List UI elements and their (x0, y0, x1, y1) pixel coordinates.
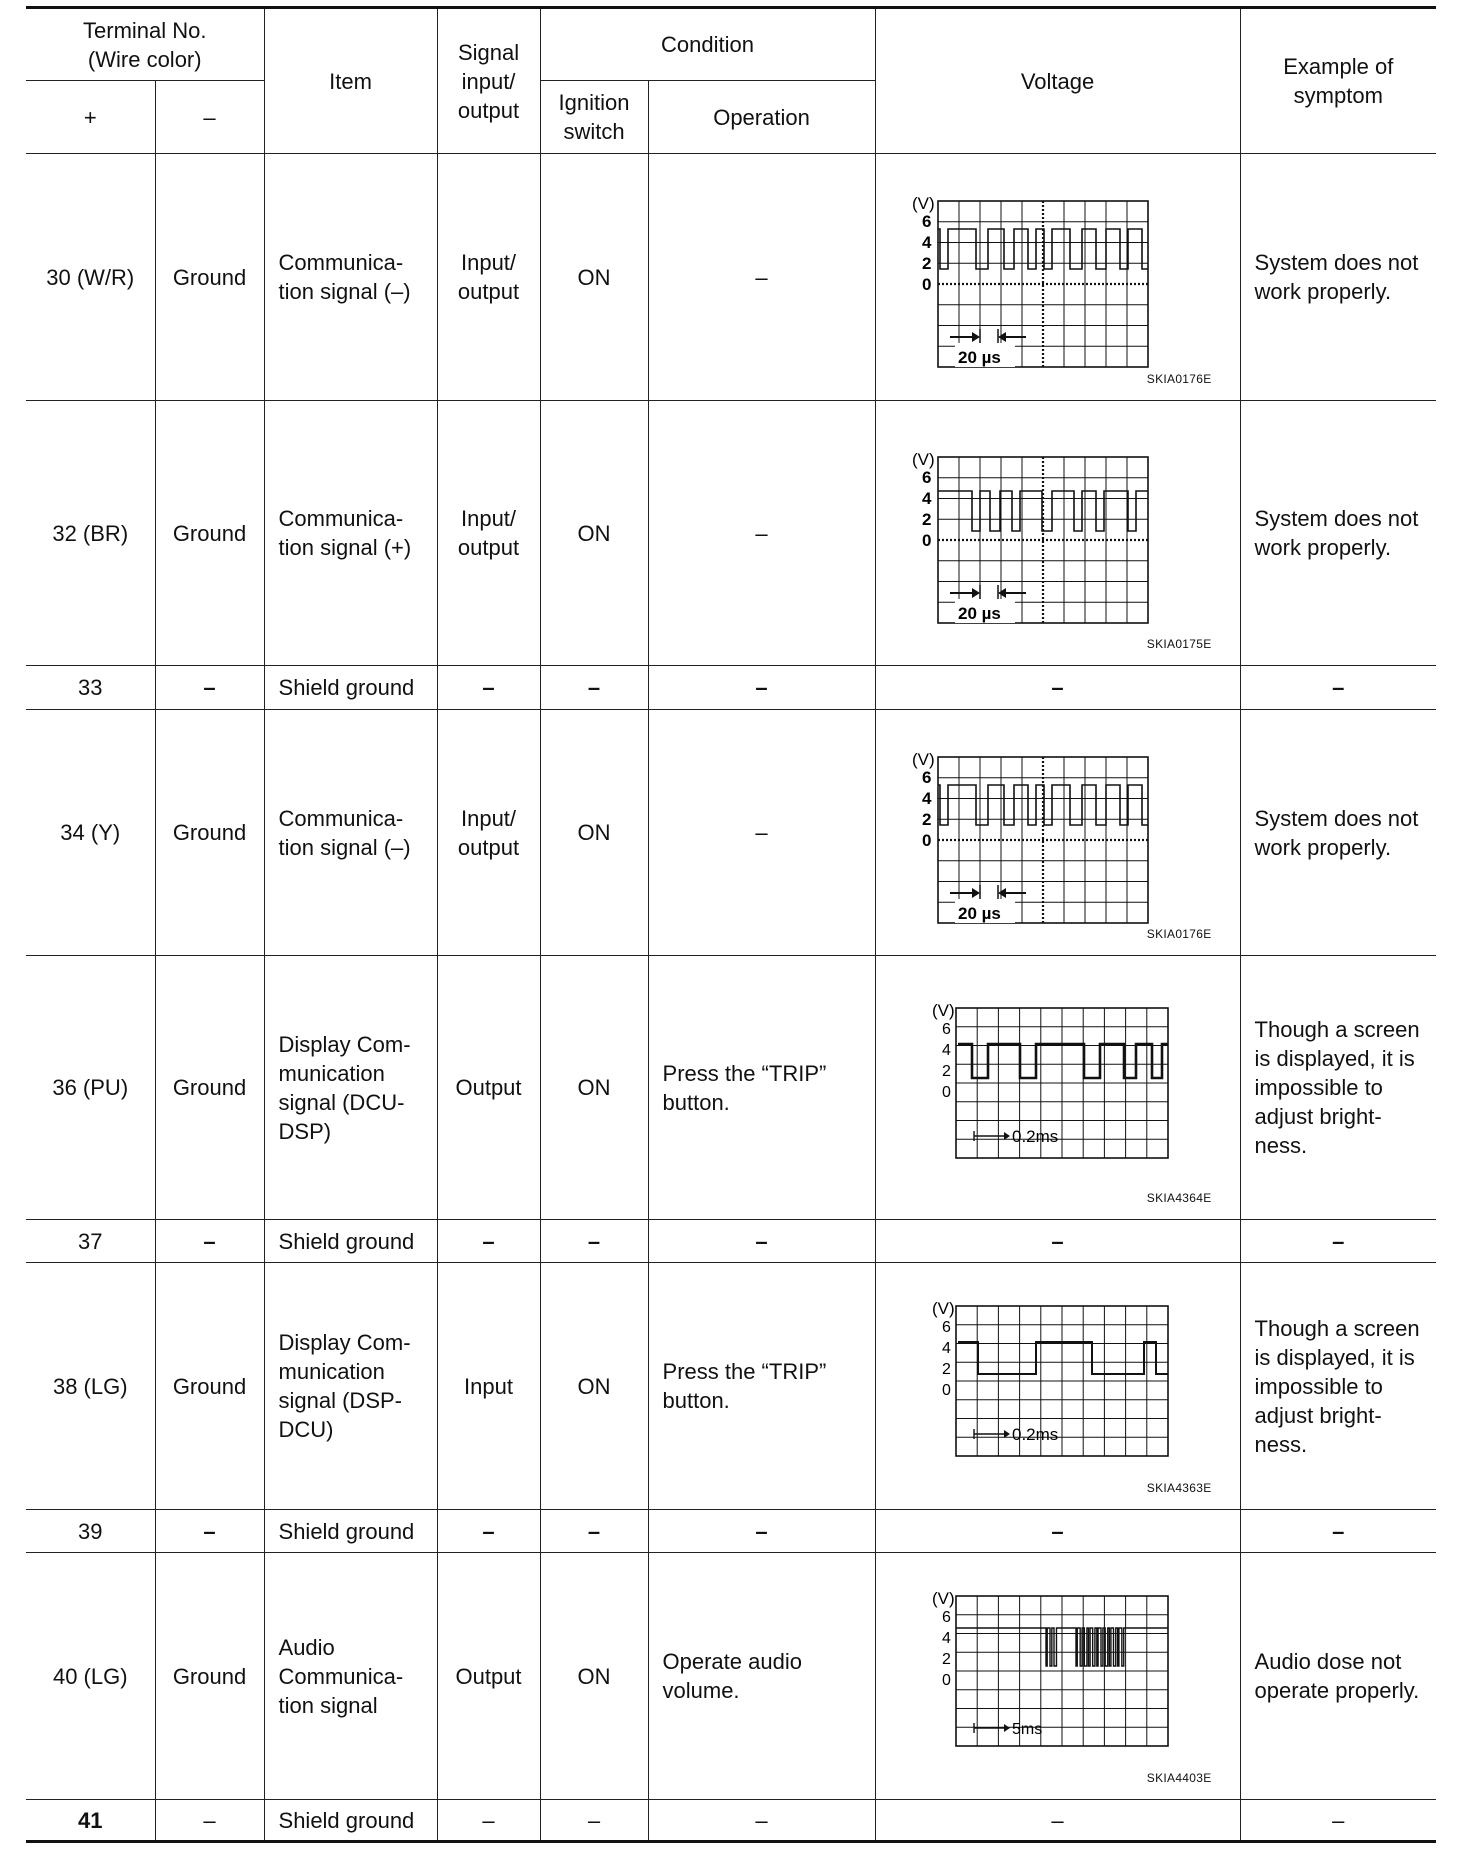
table-row (26, 154, 1436, 401)
operation-cell: Operate audio volume. (648, 1553, 875, 1800)
symptom-cell: Though a screen is displayed, it is impossible to adjust bright- ness. (1240, 956, 1436, 1220)
io-cell: – (437, 1220, 540, 1263)
io-cell: Output (437, 956, 540, 1220)
table-row (26, 710, 1436, 956)
ground-cell: Ground (155, 1263, 264, 1510)
voltage-cell (875, 154, 1240, 401)
terminal-cell: 40 (LG) (26, 1553, 155, 1800)
voltage-cell: – (875, 1800, 1240, 1842)
waveform-scope (888, 1286, 1228, 1486)
ignition-cell: ON (540, 1263, 648, 1510)
ignition-cell: ON (540, 154, 648, 401)
tick-label: 0 (921, 830, 931, 850)
unit-label: (V) (911, 749, 935, 769)
tick-label: 2 (921, 510, 931, 529)
tick-label: 4 (941, 1340, 951, 1357)
io-cell: Input/ output (437, 710, 540, 956)
item-cell: Display Com- munication signal (DSP-DCU) (264, 1263, 437, 1510)
terminal-cell: 36 (PU) (26, 956, 155, 1220)
tick-label: 4 (941, 1041, 951, 1059)
waveform-scope (888, 1576, 1228, 1776)
operation-cell: Press the “TRIP” button. (648, 956, 875, 1220)
operation-cell: – (648, 1220, 875, 1263)
tick-label: 0 (921, 275, 931, 294)
tick-label: 2 (921, 254, 931, 273)
header-condition: Condition (540, 8, 875, 81)
unit-label: (V) (911, 194, 935, 213)
item-cell: Communica- tion signal (+) (264, 401, 437, 666)
item-cell: Audio Communica- tion signal (264, 1553, 437, 1800)
ground-cell: Ground (155, 710, 264, 956)
io-cell: – (437, 666, 540, 710)
terminal-cell: 39 (26, 1510, 155, 1553)
figure-code: SKIA0176E (1146, 927, 1212, 941)
operation-cell: – (648, 154, 875, 401)
symptom-cell: Audio dose not operate properly. (1240, 1553, 1436, 1800)
symptom-cell: – (1240, 1510, 1436, 1553)
header-signal: Signal input/ output (437, 8, 540, 154)
figure-code: SKIA4363E (1146, 1481, 1212, 1495)
ground-cell: – (155, 1220, 264, 1263)
ignition-cell: – (540, 1220, 648, 1263)
tick-label: 0 (941, 1083, 951, 1101)
tick-label: 2 (941, 1651, 951, 1668)
terminal-cell: 33 (26, 666, 155, 710)
ignition-cell: ON (540, 1553, 648, 1800)
symptom-cell: – (1240, 1220, 1436, 1263)
signal-trace (958, 1342, 1168, 1374)
figure-code: SKIA0176E (1146, 372, 1212, 386)
header-item: Item (264, 8, 437, 154)
time-marker (974, 1425, 1058, 1444)
figure-code: SKIA0175E (1146, 637, 1212, 651)
tick-label: 6 (941, 1319, 951, 1336)
unit-label: (V) (931, 1589, 955, 1608)
item-cell: Shield ground (264, 1800, 437, 1842)
terminal-cell: 30 (W/R) (26, 154, 155, 401)
waveform-scope (888, 733, 1228, 933)
time-marker (950, 885, 1026, 923)
symptom-cell: System does not work properly. (1240, 401, 1436, 666)
voltage-cell: – (875, 1510, 1240, 1553)
io-cell: Output (437, 1553, 540, 1800)
terminal-cell: 32 (BR) (26, 401, 155, 666)
header-ignition: Ignition switch (540, 81, 648, 154)
tick-label: 4 (921, 788, 931, 808)
header-minus: – (155, 81, 264, 154)
operation-cell: Press the “TRIP” button. (648, 1263, 875, 1510)
time-marker (974, 1127, 1058, 1146)
tick-label: 6 (941, 1609, 951, 1626)
tick-label: 2 (941, 1361, 951, 1378)
terminal-cell: 41 (26, 1800, 155, 1842)
symptom-cell: – (1240, 1800, 1436, 1842)
voltage-cell: – (875, 666, 1240, 710)
ground-cell: Ground (155, 956, 264, 1220)
item-cell: Communica- tion signal (–) (264, 154, 437, 401)
symptom-cell: Though a screen is displayed, it is impossible to adjust bright- ness. (1240, 1263, 1436, 1510)
symptom-cell: System does not work properly. (1240, 154, 1436, 401)
tick-label: 6 (921, 767, 931, 787)
ground-cell: Ground (155, 401, 264, 666)
terminal-table (26, 6, 1436, 1843)
time-label: 0.2ms (1011, 1425, 1058, 1444)
io-cell: – (437, 1800, 540, 1842)
ignition-cell: ON (540, 401, 648, 666)
tick-label: 6 (921, 468, 931, 487)
operation-cell: – (648, 710, 875, 956)
ignition-cell: – (540, 666, 648, 710)
operation-cell: – (648, 1800, 875, 1842)
table-row (26, 1220, 1436, 1263)
tick-label: 4 (921, 489, 931, 508)
unit-label: (V) (931, 1000, 955, 1020)
ground-cell: – (155, 1510, 264, 1553)
operation-cell: – (648, 666, 875, 710)
voltage-cell: – (875, 1220, 1240, 1263)
operation-cell: – (648, 401, 875, 666)
io-cell: Input (437, 1263, 540, 1510)
table-row (26, 1800, 1436, 1842)
table-row (26, 1263, 1436, 1510)
table-row (26, 1553, 1436, 1800)
ground-cell: – (155, 666, 264, 710)
time-marker (950, 585, 1026, 623)
tick-label: 2 (941, 1062, 951, 1080)
table-row (26, 666, 1436, 710)
time-label: 20 µs (957, 903, 1001, 923)
header-symptom: Example of symptom (1240, 8, 1436, 154)
figure-code: SKIA4403E (1146, 1771, 1212, 1785)
unit-label: (V) (931, 1299, 955, 1318)
tick-label: 0 (921, 531, 931, 550)
ground-cell: Ground (155, 154, 264, 401)
time-label: 0.2ms (1011, 1126, 1058, 1146)
voltage-cell (875, 401, 1240, 666)
ground-cell: – (155, 1800, 264, 1842)
tick-label: 0 (941, 1672, 951, 1689)
header-voltage: Voltage (875, 8, 1240, 154)
time-label: 20 µs (957, 604, 1001, 623)
ignition-cell: – (540, 1800, 648, 1842)
waveform-scope (888, 988, 1228, 1188)
item-cell: Communica- tion signal (–) (264, 710, 437, 956)
item-cell: Display Com- munication signal (DCU-DSP) (264, 956, 437, 1220)
tick-label: 4 (921, 233, 931, 252)
ground-cell: Ground (155, 1553, 264, 1800)
io-cell: – (437, 1510, 540, 1553)
tick-label: 0 (941, 1382, 951, 1399)
item-cell: Shield ground (264, 1220, 437, 1263)
terminal-cell: 37 (26, 1220, 155, 1263)
voltage-cell (875, 1553, 1240, 1800)
waveform-scope (888, 433, 1228, 633)
ignition-cell: ON (540, 956, 648, 1220)
voltage-cell (875, 1263, 1240, 1510)
signal-trace (958, 1044, 1168, 1078)
table-row (26, 1510, 1436, 1553)
item-cell: Shield ground (264, 666, 437, 710)
symptom-cell: – (1240, 666, 1436, 710)
table-row (26, 956, 1436, 1220)
tick-label: 2 (921, 809, 931, 829)
header-terminal: Terminal No. (Wire color) (26, 8, 264, 81)
time-label: 20 µs (957, 348, 1001, 367)
terminal-cell: 38 (LG) (26, 1263, 155, 1510)
io-cell: Input/ output (437, 401, 540, 666)
header-plus: + (26, 81, 155, 154)
waveform-scope (888, 177, 1228, 377)
time-marker (950, 329, 1026, 367)
voltage-cell (875, 710, 1240, 956)
table-row (26, 401, 1436, 666)
item-cell: Shield ground (264, 1510, 437, 1553)
time-label: 5ms (1011, 1721, 1042, 1738)
io-cell: Input/ output (437, 154, 540, 401)
voltage-cell (875, 956, 1240, 1220)
header-operation: Operation (648, 81, 875, 154)
tick-label: 6 (921, 212, 931, 231)
unit-label: (V) (911, 450, 935, 469)
figure-code: SKIA4364E (1146, 1191, 1212, 1205)
operation-cell: – (648, 1510, 875, 1553)
tick-label: 6 (941, 1020, 951, 1038)
time-marker (974, 1721, 1042, 1738)
tick-label: 4 (941, 1630, 951, 1647)
symptom-cell: System does not work properly. (1240, 710, 1436, 956)
ignition-cell: ON (540, 710, 648, 956)
terminal-cell: 34 (Y) (26, 710, 155, 956)
ignition-cell: – (540, 1510, 648, 1553)
